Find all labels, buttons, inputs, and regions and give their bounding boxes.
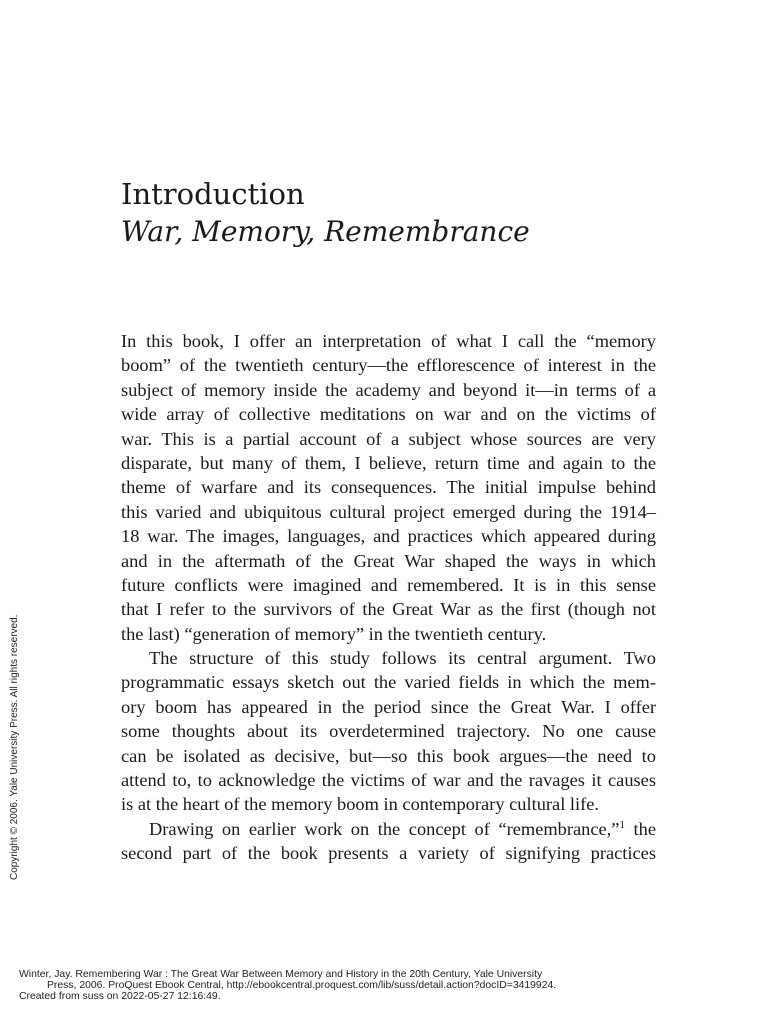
chapter-subtitle: War, Memory, Remembrance [121,215,530,248]
text-line: second part of the book presents a variety of signifying practices [121,843,656,864]
text-line: wide array of collective meditations on war and on the victims of [121,404,656,425]
text-line: In this book, I offer an interpretation of what I call the “memory [121,331,656,351]
text-line: 18 war. The images, languages, and practices which appeared during [121,526,656,547]
citation-line: Winter, Jay. Remembering War : The Great War Between Memory and History in the 20th Century, Yale University [19,969,543,980]
paragraph-2 [121,646,656,817]
paragraph-3 [121,817,656,866]
text-line: boom” of the twentieth century—the efflorescence of interest in the [121,355,656,376]
text-line: disparate, but many of them, I believe, return time and again to the [121,452,656,473]
body-text [121,329,656,866]
text-line: attend to, to acknowledge the victims of war and the ravages it causes [121,770,656,791]
citation-footer [19,969,556,1002]
text-line: ory boom has appeared in the period since the Great War. I offer [121,696,656,717]
text-line: theme of warfare and its consequences. The initial impulse behind [121,477,656,498]
text-line: programmatic essays sketch out the varied fields in which the mem- [121,672,656,693]
copyright-notice: Copyright © 2006. Yale University Press. All rights reserved. [9,614,20,880]
text-line: some thoughts about its overdetermined trajectory. No one cause [121,721,656,742]
text-line: is at the heart of the memory boom in contemporary cultural life. [121,794,600,815]
text-line: that I refer to the survivors of the Great War as the first (though not [121,599,656,620]
footnote-marker[interactable]: 1 [619,818,625,831]
text-line: this varied and ubiquitous cultural project emerged during the 1914– [121,501,656,522]
text-line: The structure of this study follows its central argument. Two [149,648,656,669]
text-segment: Drawing on earlier work on the concept of “remembrance,” [149,818,620,839]
text-segment: the [624,818,656,839]
citation-line: Created from suss on 2022-05-27 12:16:49. [19,991,221,1002]
text-line: future conflicts were imagined and remembered. It is in this sense [121,574,656,595]
paragraph-1 [121,329,656,646]
text-line: war. This is a partial account of a subject whose sources are very [121,428,656,449]
text-line: and in the aftermath of the Great War shaped the ways in which [121,550,656,571]
citation-line: Press, 2006. ProQuest Ebook Central, http://ebookcentral.proquest.com/lib/suss/detail.action?docID=3419924. [47,980,557,991]
text-line: subject of memory inside the academy and beyond it—in terms of a [121,379,656,400]
chapter-title: Introduction [121,177,305,211]
text-line [121,817,656,841]
text-line: the last) “generation of memory” in the twentieth century. [121,623,547,644]
text-line: can be isolated as decisive, but—so this book argues—the need to [121,745,656,766]
